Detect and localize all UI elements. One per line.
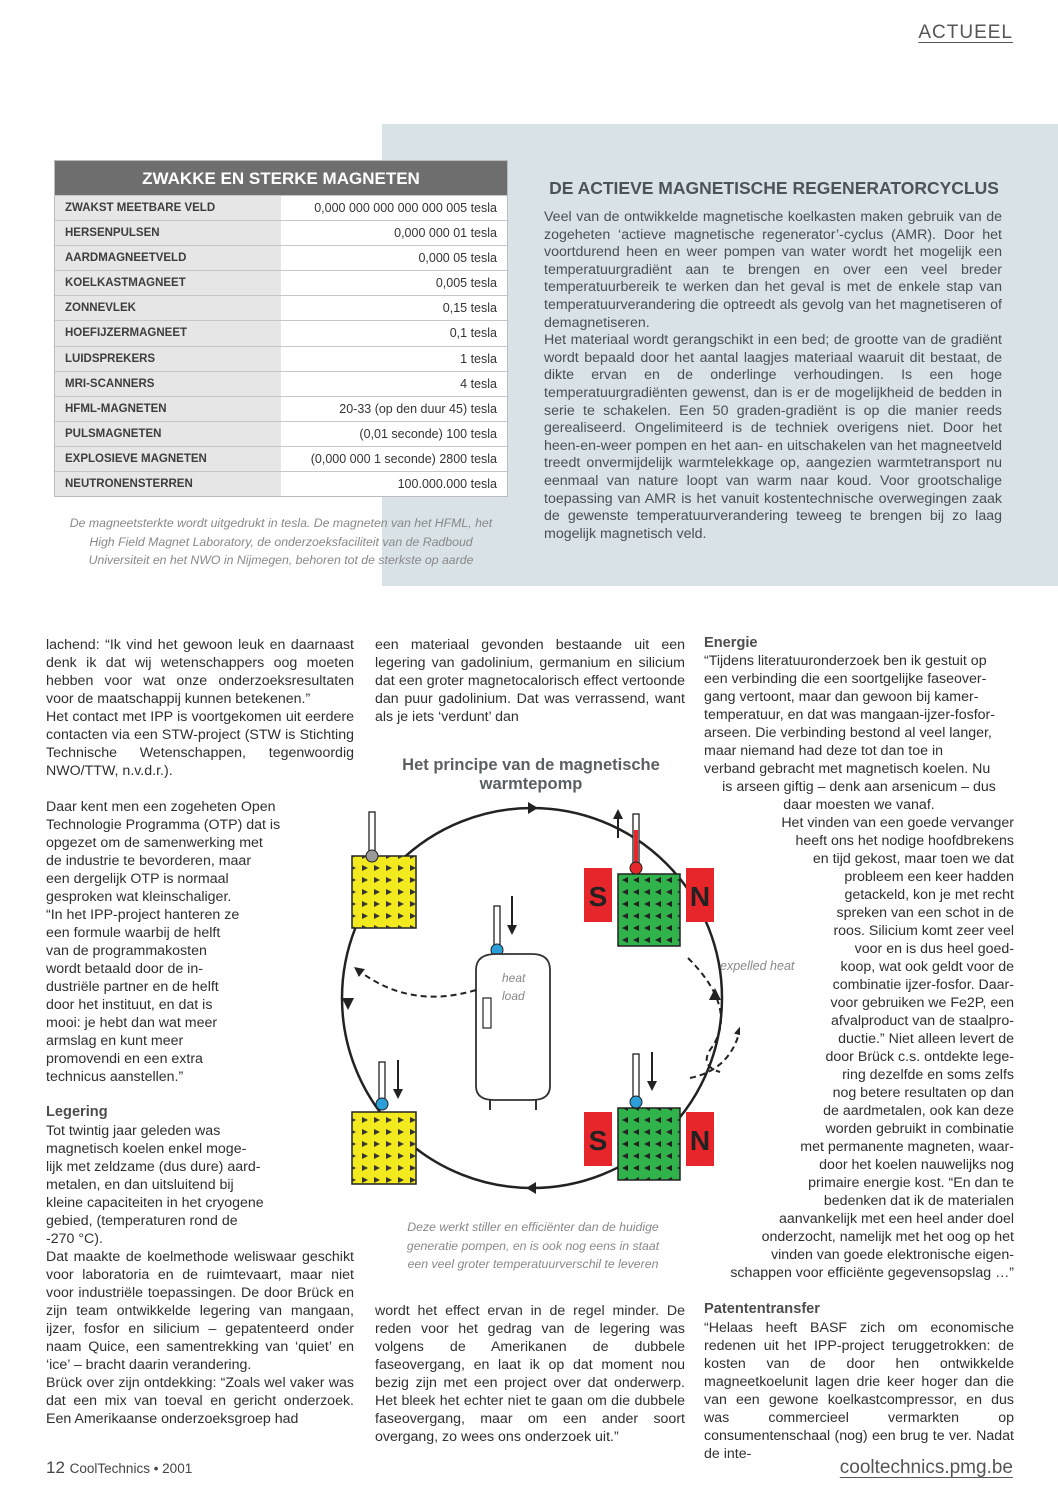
column-2-bottom (375, 1302, 685, 1446)
heat-pump-diagram (300, 790, 740, 1210)
text-line: technicus aanstellen.” (46, 1069, 184, 1085)
magnet-value: 0,1 tesla (449, 326, 497, 341)
paragraph: Brück over zijn ontdekking: “Zoals wel vaker was dat een mix van toeval en gericht onderzoek. Een Amerikaanse onderzoeksgroep had (46, 1375, 354, 1427)
magnet-n-label: N (689, 881, 711, 912)
column-1-top (46, 636, 354, 780)
paragraph: Dat maakte de koelmethode weliswaar geschikt voor laboratoria en de ruimtevaart, maar niet voor industriële toepassingen. De door Brück en zijn team ontwikkelde legering van mangaan, ijzer, fosfor en silicium – gepatenteerd onder naam Quice, een samentrekking van ‘quiet’ en ‘ice’ – bracht daarin verandering. (46, 1249, 354, 1373)
caption-line: De magneetsterkte wordt uitgedrukt in tesla. De magneten van het HFML, het (69, 516, 493, 530)
magnet-s-label: S (588, 1125, 608, 1156)
text-line: armslag en kunt meer (46, 1033, 184, 1049)
magnet-row (55, 471, 507, 496)
diagram-caption (380, 1218, 686, 1274)
text-line: van de programmakosten (46, 943, 207, 959)
text-line: maar niemand had deze tot dan toe in (704, 743, 943, 759)
magnet-value: 0,000 05 tesla (418, 251, 497, 266)
text-line: ductie.” Niet alleen levert de (838, 1031, 1014, 1047)
text-line: daar moesten we vanaf. (783, 797, 935, 813)
magnet-row (55, 446, 507, 471)
magnet-row (55, 245, 507, 270)
magnet-value: 0,000 000 000 000 000 005 tesla (314, 201, 497, 215)
magnet-label: HOEFIJZERMAGNEET (55, 321, 281, 345)
magnet-n-label: N (689, 1125, 711, 1156)
magnets-caption (54, 514, 508, 570)
magnet-value: 20-33 (op den duur 45) tesla (339, 401, 497, 416)
text-line: gebied, (temperaturen rond de (46, 1213, 238, 1229)
text-line: en tijd gekost, maar toen we dat (812, 851, 1014, 867)
text-line: door het koelen nauwelijks nog (819, 1157, 1014, 1173)
magnet-value: 100.000.000 tesla (397, 477, 497, 492)
caption-line: High Field Magnet Laboratory, de onderzoeksfaciliteit van de Radboud (89, 534, 473, 549)
thermometer-fill-red (634, 830, 638, 864)
magnet-label: ZWAKST MEETBARE VELD (55, 196, 281, 220)
heat-flow-arrow (358, 970, 476, 997)
magnet-label: NEUTRONENSTERREN (55, 472, 281, 496)
magnet-label: HFML-MAGNETEN (55, 397, 281, 421)
magnet-row (55, 346, 507, 371)
text-line: Daar kent men een zogeheten Open (46, 799, 276, 815)
text-line: verband gebracht met magnetisch koelen. Nu (704, 761, 991, 777)
magnet-value: (0,01 seconde) 100 tesla (359, 426, 497, 441)
caption-line: generatie pompen, en is ook nog eens in staat (406, 1238, 660, 1253)
thermometer-icon (494, 906, 500, 946)
text-line: combinatie ijzer-fosfor. Daar- (832, 977, 1014, 993)
text-line: schappen voor efficiënte gegevensopslag …” (730, 1265, 1014, 1281)
thermometer-icon (379, 1062, 385, 1100)
diagram-title: Het principe van de magnetische warmtepomp (402, 756, 660, 793)
publication-name: CoolTechnics • 2001 (69, 1461, 193, 1476)
thermometer-bulb-icon (630, 862, 642, 874)
thermometer-bulb-icon (630, 1096, 642, 1108)
text-line: Technologie Programma (OTP) dat is (46, 817, 281, 833)
box-text (544, 209, 1002, 543)
text-line: magnetisch koelen enkel moge- (46, 1141, 247, 1157)
thermometer-icon (633, 1054, 639, 1098)
text-line: promovendi en een extra (46, 1051, 203, 1067)
section-tag: ACTUEEL (918, 22, 1013, 43)
thermometer-bulb-icon (366, 850, 378, 862)
text-line: voor gebruiken we Fe2P, een (830, 995, 1014, 1011)
paragraph: “Helaas heeft BASF zich om economische redenen uit het IPP-project teruggetrokken: de kosten van de door hen ontwikkelde magneetkoelunit lagen drie keer hoger dan die van een gewone koelkastcompressor, en dus was commercieel vermarkten op consumentenschaal (nog) een brug te ver. Nadat de inte- (704, 1320, 1014, 1462)
text-line: door Brück c.s. ontdekte lege- (825, 1049, 1014, 1065)
magnet-label: EXPLOSIEVE MAGNETEN (55, 447, 281, 471)
magnet-row (55, 270, 507, 295)
text-line: spreken van een schot in de (836, 905, 1014, 921)
footer-page-info (46, 1458, 192, 1478)
cycle-arrow-icon (526, 1182, 536, 1194)
column-1-wrap-2 (46, 1122, 306, 1248)
column-1-bottom (46, 1248, 354, 1428)
text-line: “Tijdens literatuuronderzoek ben ik gestuit op (704, 653, 987, 669)
magnet-label: MRI-SCANNERS (55, 372, 281, 396)
text-line: worden gebruikt in combinatie (825, 1121, 1014, 1137)
magnet-row (55, 220, 507, 245)
tank-gauge (483, 998, 491, 1028)
text-line: voor en is dus heel goed- (854, 941, 1014, 957)
text-line: roos. Silicium komt zeer veel (833, 923, 1014, 939)
column-3-bottom (704, 1319, 1014, 1463)
page-number: 12 (46, 1458, 65, 1477)
magnet-value: 0,15 tesla (442, 301, 497, 316)
text-line: de aardmetalen, ook kan deze (823, 1103, 1014, 1119)
magnet-label: HERSENPULSEN (55, 221, 281, 245)
magnet-label: PULSMAGNETEN (55, 422, 281, 446)
magnet-value: 0,000 000 01 tesla (394, 226, 497, 241)
text-line: door het instituut, en dat is (46, 997, 213, 1013)
magnet-row (55, 396, 507, 421)
magnet-label: LUIDSPREKERS (55, 347, 281, 371)
block-arrows (618, 874, 680, 946)
text-line: kleine capaciteiten in het cryogene (46, 1195, 264, 1211)
magnets-table-title: ZWAKKE EN STERKE MAGNETEN (55, 161, 507, 195)
magnet-s-label: S (588, 881, 608, 912)
text-line: mooi: je hebt dan wat meer (46, 1015, 218, 1031)
text-line: gang vertoont, maar dan gewoon bij kamer- (704, 689, 979, 705)
text-line: nog betere resultaten op dan (832, 1085, 1014, 1101)
thermometer-icon (369, 812, 375, 852)
paragraph: Het contact met IPP is voortgekomen uit eerdere contacten via een STW-project (STW is Stichting Technische Wetenschappen, tegenwoordig NWO/TTW, n.v.d.r.). (46, 709, 354, 779)
magnet-row (55, 195, 507, 220)
magnet-row (55, 295, 507, 320)
box-title: DE ACTIEVE MAGNETISCHE REGENERATORCYCLUS (549, 178, 999, 198)
text-line: vinden van goede elektronische eigen- (771, 1247, 1014, 1263)
paragraph: wordt het effect ervan in de regel minder. De reden voor het gedrag van de legering was volgens de Amerikanen de dubbele faseovergang, en laat ik op dat moment nou bezig zijn met een project over dat onderwerp. Het bleek het echter niet te gaan om die dubbele faseovergang, maar om een ander soort overgang, zo wees ons onderzoek uit.” (375, 1303, 685, 1445)
block-arrows (352, 1112, 416, 1184)
text-line: onderzocht, namelijk met het oog op het (761, 1229, 1014, 1245)
text-line: een formule waarbij de helft (46, 925, 221, 941)
heading-energie: Energie (704, 635, 758, 651)
text-line: ring dezelfde en soms zelfs (842, 1067, 1014, 1083)
text-line: bedenken dat ik de materialen (823, 1193, 1014, 1209)
text-line: lijk met zeldzame (dus dure) aard- (46, 1159, 261, 1175)
text-line: getackeld, kon je met recht (844, 887, 1014, 903)
column-3-wrap (704, 814, 1014, 1282)
magnet-label: AARDMAGNEETVELD (55, 246, 281, 270)
text-line: met permanente magneten, waar- (800, 1139, 1014, 1155)
text-line: een verbinding die een soortgelijke faseover- (704, 671, 987, 687)
heading-patententransfer: Patententransfer (704, 1301, 820, 1317)
magnet-value: (0,000 000 1 seconde) 2800 tesla (310, 451, 497, 466)
magnet-value: 1 tesla (460, 351, 497, 366)
text-line: heeft ons het nodige hoofdbrekens (795, 833, 1014, 849)
paragraph: lachend: “Ik vind het gewoon leuk en daarnaast denk ik dat wij wetenschappers oog moeten hebben voor wat onze onderzoeksresultaten voor de maatschappij kunnen betekenen.” (46, 637, 354, 707)
text-line: temperatuur, en dat was mangaan-ijzer-fosfor- (704, 707, 995, 723)
thermometer-bulb-icon (376, 1098, 388, 1110)
cycle-arrow-icon (342, 998, 354, 1010)
magnet-row (55, 371, 507, 396)
text-line: arseen. Die verbinding bestond al veel langer, (704, 725, 992, 741)
text-line: de industrie te bevorderen, maar (46, 853, 252, 869)
column-3-top (704, 652, 1014, 814)
caption-line: een veel groter temperatuurverschil te leveren (407, 1257, 659, 1271)
box-paragraph: Het materiaal wordt gerangschikt in een bed; de grootte van de gradiënt wordt bepaald door het aantal laagjes materiaal waaruit dit bestaat, de dikte ervan en de onderlinge verhoudingen. Is een hoge temperatuurgradiënten gewenst, dan is er de mogelijkheid de bedden in serie te schakelen. Een 50 graden-gradiënt is op die manier reeds gerealiseerd. Ongelimiteerd is de techniek overigens niet. Door het heen-en-weer pompen en het aan- en uitschakelen van het magneetveld treedt onvermijdelijk warmtelekkage op, aangezien warmtetransport nu eenmaal van nature loopt van warm naar koud. Voor grootschalige toepassing van AMR is het vanuit kostentechnische overwegingen zaak de gewenste temperatuurverandering teweeg te brengen bij zo laag mogelijk magnetisch veld. (544, 332, 1002, 542)
text-line: -270 °C). (46, 1231, 103, 1247)
text-line: dustriële partner en de helft (46, 979, 219, 995)
magnets-table (54, 160, 508, 497)
paragraph: een materiaal gevonden bestaande uit een legering van gadolinium, germanium en silicium dat een groter magnetocalorisch effect vertoonde dan puur gadolinium. Dat was verrassend, want als je iets ‘verdunt’ dan (375, 637, 685, 725)
block-arrows (618, 1108, 680, 1180)
text-line: opgezet om de samenwerking met (46, 835, 263, 851)
text-line: een dergelijk OTP is normaal (46, 871, 229, 887)
expelled-heat-label: expelled heat (720, 959, 795, 973)
text-line: “In het IPP-project hanteren ze (46, 907, 240, 923)
text-line: primaire energie kost. “En dan te (808, 1175, 1014, 1191)
text-line: aanvankelijk met een heel ander doel (778, 1211, 1014, 1227)
column-2-top (375, 636, 685, 726)
magnet-row (55, 320, 507, 345)
text-line: Tot twintig jaar geleden was (46, 1123, 221, 1139)
caption-line: Deze werkt stiller en efficiënter dan de huidige (407, 1220, 659, 1234)
text-line: gesproken wat kleinschaliger. (46, 889, 232, 905)
footer-url[interactable]: cooltechnics.pmg.be (839, 1457, 1013, 1478)
box-paragraph: Veel van de ontwikkelde magnetische koelkasten maken gebruik van de zogeheten ‘actieve magnetische regenerator’-cyclus (AMR). Door het voortdurend heen en weer pompen van water wordt het mogelijk een temperatuurgradiënt aan te brengen en over een veel breder temperatuurbereik te werken dan het geval is met de enkele stap van temperatuurverandering die optreedt als gevolg van het magnetiseren of demagnetiseren. (544, 209, 1002, 331)
magnet-label: KOELKASTMAGNEET (55, 271, 281, 295)
magnet-row (55, 421, 507, 446)
text-line: Het vinden van een goede vervanger (781, 815, 1014, 831)
magnet-value: 4 tesla (460, 376, 497, 391)
magnet-value: 0,005 tesla (435, 276, 497, 291)
text-line: afvalproduct van de staalpro- (831, 1013, 1014, 1029)
caption-line: Universiteit en het NWO in Nijmegen, behoren tot de sterkste op aarde (88, 553, 474, 567)
text-line: is arseen giftig – denk aan arsenicum – dus (722, 779, 996, 795)
text-line: koop, wat ook geldt voor de (840, 959, 1014, 975)
magnets-table-body (55, 195, 507, 496)
text-line: wordt betaald door de in- (46, 961, 203, 977)
column-1-wrap (46, 798, 316, 1086)
block-arrows (352, 856, 416, 928)
text-line: probleem een keer hadden (844, 869, 1014, 885)
cycle-arrow-icon (528, 802, 538, 814)
text-line: metalen, en dan uitsluitend bij (46, 1177, 234, 1193)
heat-load-label: load (502, 989, 525, 1003)
heat-load-label: heat (502, 971, 526, 985)
magnet-label: ZONNEVLEK (55, 296, 281, 320)
heading-legering: Legering (46, 1104, 108, 1120)
